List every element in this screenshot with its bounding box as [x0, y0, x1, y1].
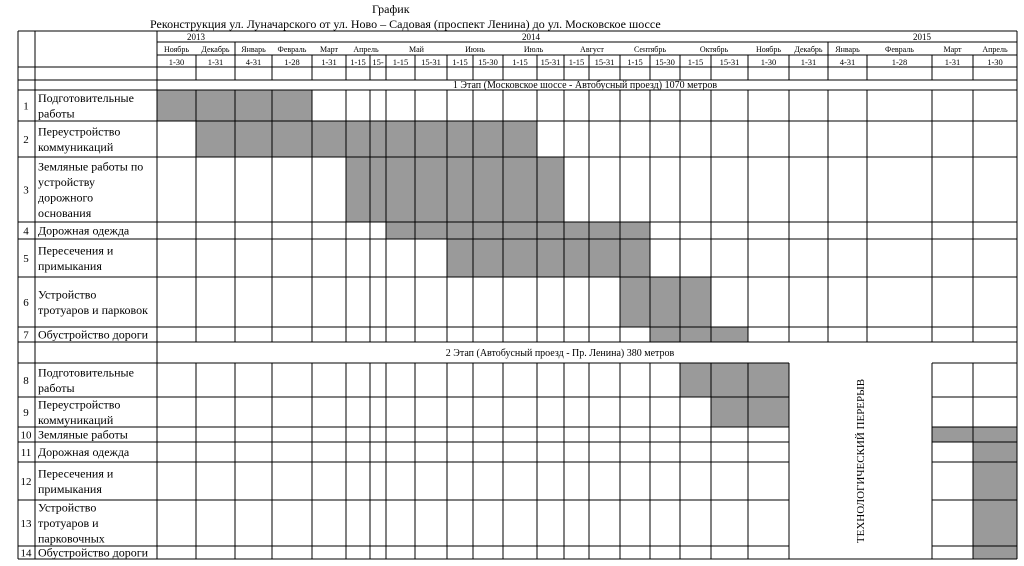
month-label: Май	[409, 45, 424, 54]
month-label: Ноябрь	[755, 45, 782, 54]
period-label: 15-30	[478, 57, 498, 67]
period-label: 1-28	[891, 57, 908, 67]
period-label: 1-15	[627, 57, 643, 67]
task-bar-14	[973, 546, 1017, 559]
period-label: 1-15	[687, 57, 704, 67]
page-subtitle: Реконструкция ул. Луначарского от ул. Ново – Садовая (проспект Ленина) до ул. Московское шоссе	[150, 17, 661, 31]
period-label: 1-31	[207, 57, 224, 67]
task-name-line: парковочных	[38, 531, 105, 546]
period-label: 1-30	[168, 57, 185, 67]
month-label: Сентябрь	[633, 45, 667, 54]
period-label: 1-30	[987, 57, 1003, 67]
task-number: 13	[20, 518, 32, 530]
period-label: 15-31	[421, 57, 441, 67]
task-name-line: коммуникаций	[38, 139, 114, 154]
task-bar-7	[650, 327, 748, 342]
task-name-line: Устройство	[38, 500, 97, 515]
break-label: ТЕХНОЛОГИЧЕСКИЙ ПЕРЕРЫВ	[855, 378, 867, 544]
month-label: Ноябрь	[163, 45, 190, 54]
period-label: 1-15	[392, 57, 409, 67]
task-name-line: Пересечения и	[38, 243, 114, 258]
task-name-line: тротуаров и парковок	[38, 302, 148, 317]
task-number: 1	[23, 100, 29, 113]
task-name-line: Подготовительные	[38, 365, 134, 380]
period-label: 1-31	[800, 57, 817, 67]
task-name-line: коммуникаций	[38, 412, 114, 427]
task-name-line: примыкания	[38, 258, 102, 273]
period-label: 4-31	[839, 57, 856, 67]
task-name-line: Обустройство дороги	[38, 545, 149, 560]
task-number: 12	[20, 476, 32, 488]
task-bar-13	[973, 500, 1017, 546]
page-title: График	[372, 2, 410, 16]
task-bar-8	[680, 363, 789, 397]
task-number: 3	[23, 184, 29, 197]
task-name-line: Переустройство	[38, 397, 121, 412]
month-label: Март	[943, 45, 962, 54]
task-name-line: тротуаров и	[38, 516, 99, 530]
month-label: Июль	[523, 45, 544, 54]
task-name-line: Земляные работы	[38, 427, 128, 442]
month-label: Январь	[241, 45, 266, 54]
stage-1-title: 1 Этап (Московское шоссе - Автобусный проезд) 1070 метров	[452, 80, 718, 91]
period-label: 1-31	[321, 57, 337, 67]
task-name-line: работы	[38, 106, 75, 121]
month-label: Январь	[835, 45, 860, 54]
task-number: 7	[23, 329, 29, 342]
task-name-line: работы	[38, 380, 75, 395]
task-name-line: устройству	[38, 174, 95, 189]
task-number: 6	[23, 297, 29, 309]
task-number: 14	[20, 547, 32, 560]
period-label: 1-15	[452, 57, 468, 67]
task-bar-2	[196, 121, 537, 157]
month-label: Март	[319, 45, 339, 54]
period-label: 15-31	[540, 57, 561, 67]
task-name-line: Пересечения и	[38, 466, 114, 481]
period-label: 15-30	[655, 57, 675, 67]
period-label: 1-15	[350, 57, 366, 67]
task-name-line: Земляные работы по	[38, 159, 144, 174]
month-label: Декабрь	[201, 45, 230, 54]
month-label: Апрель	[353, 45, 379, 54]
task-name-line: примыкания	[38, 481, 102, 496]
month-label: Август	[580, 45, 604, 54]
stage-2-title: 2 Этап (Автобусный проезд - Пр. Ленина) 380 метров	[445, 348, 675, 359]
task-name-line: Устройство	[38, 287, 97, 302]
period-label: 1-15	[568, 57, 585, 67]
month-label: Декабрь	[794, 45, 823, 54]
task-number: 9	[23, 407, 29, 419]
task-number: 10	[20, 429, 32, 442]
period-label: 4-31	[245, 57, 262, 67]
month-label: Июнь	[465, 45, 485, 54]
month-label: Февраль	[277, 45, 307, 54]
task-bar-9	[711, 397, 789, 427]
task-name-line: дорожного	[38, 190, 94, 205]
period-label: 1-31	[944, 57, 961, 67]
task-bar-6	[620, 277, 711, 327]
task-number: 2	[23, 134, 29, 146]
period-label: 15-31	[594, 57, 615, 67]
task-bar-4	[386, 222, 650, 239]
month-label: Февраль	[885, 45, 914, 54]
task-number: 5	[23, 253, 29, 265]
period-label: 1-30	[760, 57, 777, 67]
task-name-line: Обустройство дороги	[38, 327, 149, 342]
month-label: Октябрь	[699, 45, 729, 54]
year-label: 2015	[913, 32, 931, 42]
task-number: 11	[20, 447, 32, 459]
month-label: Апрель	[982, 45, 1008, 54]
task-bar-10	[932, 427, 1017, 442]
period-label: 15-31	[719, 57, 740, 67]
task-bar-11	[973, 442, 1017, 462]
period-label: 15-	[372, 57, 384, 67]
year-label: 2014	[522, 32, 540, 42]
task-name-line: основания	[38, 205, 92, 220]
period-label: 1-15	[512, 57, 528, 67]
task-name-line: Подготовительные	[38, 90, 134, 105]
year-label: 2013	[187, 32, 205, 42]
task-bar-12	[973, 462, 1017, 500]
task-name-line: Дорожная одежда	[38, 223, 130, 238]
task-number: 4	[23, 225, 29, 238]
task-number: 8	[23, 375, 29, 387]
task-name-line: Переустройство	[38, 124, 121, 139]
task-bar-3	[346, 157, 564, 222]
task-name-line: Дорожная одежда	[38, 445, 130, 459]
period-label: 1-28	[284, 57, 300, 67]
